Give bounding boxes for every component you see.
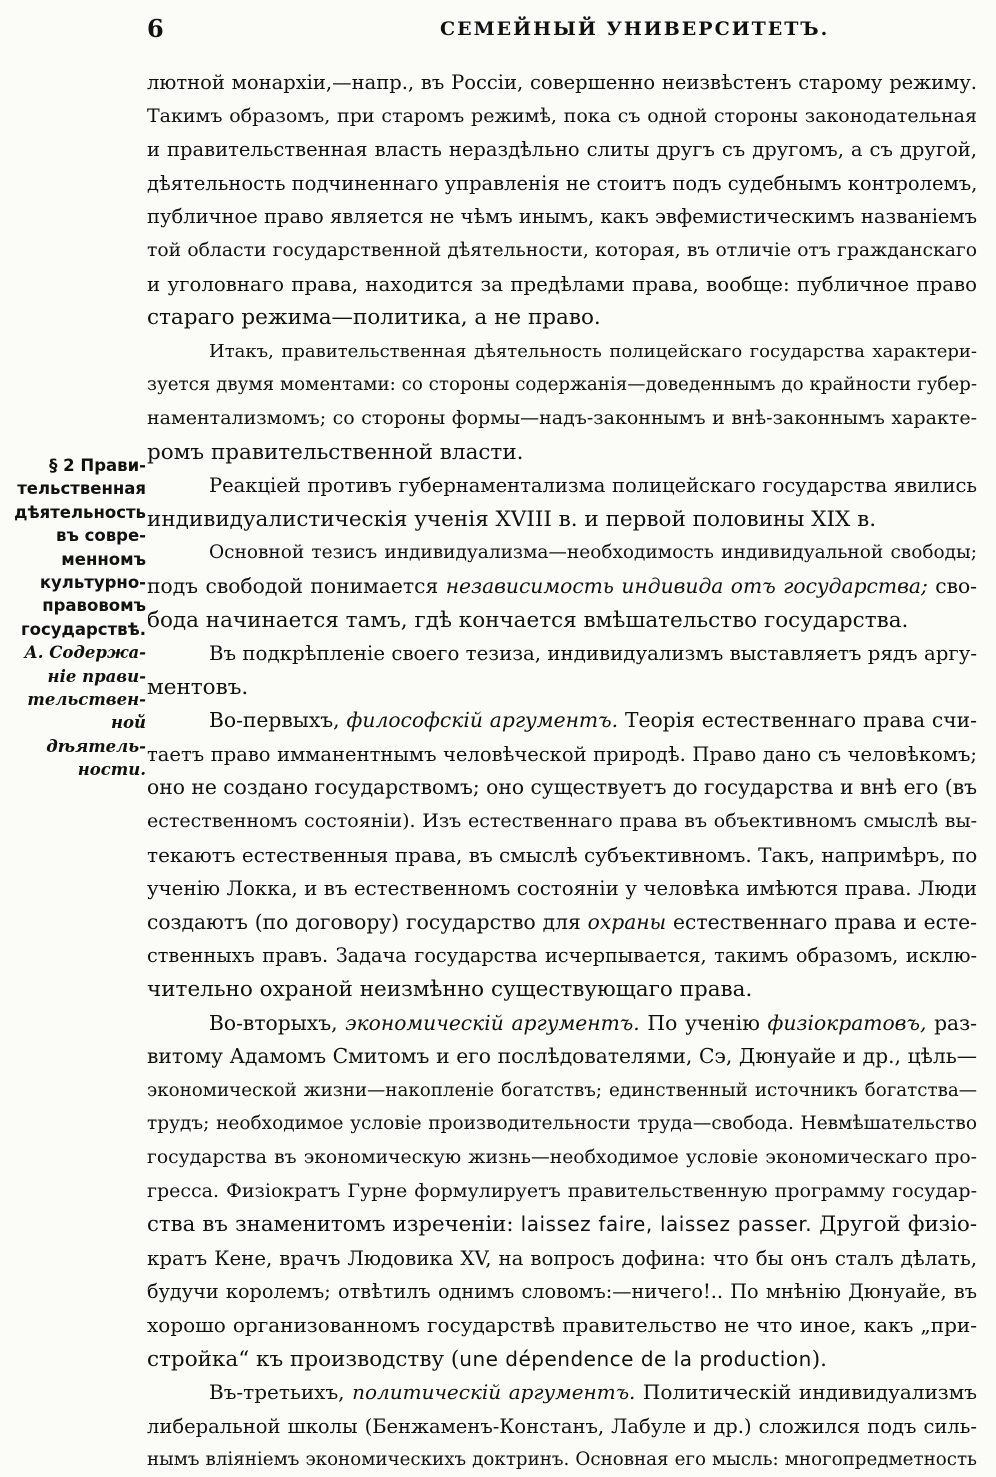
margin-note — [8, 454, 146, 782]
emphasis: политическій аргументъ. — [352, 1380, 636, 1405]
margin-heading: § 2 Прави- тельственная дѣятельность въ совре- менномъ культурно- правовомъ государствѣ. — [14, 456, 146, 639]
running-title: СЕМЕЙНЫЙ УНИВЕРСИТЕТЪ. — [440, 18, 830, 40]
margin-subheading: А. Содержа- ніе прави- тельствен- ной дѣятель- ности. — [24, 643, 146, 780]
emphasis: философскій аргументъ. — [346, 708, 619, 733]
french-phrase: une dépendence de la production — [459, 1346, 812, 1371]
page-number: 6 — [147, 14, 164, 43]
paragraph-1: лютной монархіи,—напр., въ Россіи, совершенно неизвѣстенъ старому режиму. Такимъ образомъ, при старомъ режимѣ, пока съ одной стороны законодательная и правительственная власть нераздѣльно слиты другъ съ другомъ, а съ другой, дѣятельность подчиненнаго управленія не стоитъ подъ судебнымъ контролемъ, публичное право является не чѣмъ инымъ, какъ эвфемистическимъ названіемъ той области государственной дѣятельности, которая, въ отличіе отъ гражданскаго и уголовнаго права, находится за предѣлами права, вообще: публичное право стараго режима—политика, а не право. — [147, 71, 978, 331]
page-header — [0, 14, 996, 50]
emphasis: экономическій аргументъ. — [345, 1010, 640, 1035]
paragraph-8: Въ-третьихъ, политическій аргументъ. Политическій индивидуализмъ либеральной школы (Бенжаменъ-Констанъ, Лабуле и др.) сложился подъ силь- нымъ вліяніемъ экономическихъ доктринъ. Основная его мысль: многопредметность — [147, 1380, 977, 1471]
paragraph-5: Въ подкрѣпленіе своего тезиза, индивидуализмъ выставляетъ рядъ аргу- ментовъ. — [147, 642, 977, 700]
paragraph-4: Основной тезисъ индивидуализма—необходимость индивидуальной свободы; подъ свободой понимается независимость индивида отъ государства; сво- бода начинается тамъ, гдѣ кончается вмѣшательство государства. — [147, 542, 977, 633]
paragraph-7: Во-вторыхъ, экономическій аргументъ. По ученію физіократовъ, раз- витому Адамомъ Смитомъ и его послѣдователями, Сэ, Дюнуайе и др., цѣль— экономической жизни—накопленіе богатствъ; единственный источникъ богатства— трудъ; необходимое условіе производительности труда—свобода. Невмѣшательство государства въ экономическую жизнь—необходимое условіе экономическаго про- гресса. Физіократъ Гурне формулируетъ правительственную программу государ- ства въ знаменитомъ изреченіи: laissez faire, laissez passer. Другой физіо- кратъ Кене, врачъ Людовика XV, на вопросъ дофина: что бы онъ сталъ дѣлать, будучи королемъ; отвѣтилъ однимъ словомъ:—ничего!.. По мнѣнію Дюнуайе, въ хорошо организованномъ государствѣ правительство не что иное, какъ „при- стройка“ къ производству (une dépendence de la production). — [147, 1010, 978, 1372]
paragraph-2: Итакъ, правительственная дѣятельность полицейскаго государства характери- зуется двумя моментами: со стороны содержанія—доведеннымъ до крайности губер- наментализмомъ; со стороны формы—надъ-законнымъ и внѣ-законнымъ характе- ромъ правительственной власти. — [147, 340, 977, 465]
emphasis: независимость индивида отъ государства; — [445, 573, 928, 598]
emphasis: физіократовъ, — [767, 1010, 927, 1035]
paragraph-3: Реакціей противъ губернаментализма полицейскаго государства явились индивидуалистическія ученія XVIII в. и первой половины XIX в. — [147, 474, 977, 532]
paragraph-6: Во-первыхъ, философскій аргументъ. Теорія естественнаго права счи- таетъ право имманентнымъ человѣческой природѣ. Право дано съ человѣкомъ; оно не создано государствомъ; оно существуетъ до государства и внѣ его (въ естественномъ состояніи). Изъ естественнаго права въ объективномъ смыслѣ вы- текаютъ естественныя права, въ смыслѣ субъективномъ. Такъ, напримѣръ, по ученію Локка, и въ естественномъ состояніи у человѣка имѣются права. Люди создаютъ (по договору) государство для охраны естественнаго права и есте- ственныхъ правъ. Задача государства исчерпывается, такимъ образомъ, исклю- чительно охраной неизмѣнно существующаго права. — [147, 708, 978, 1003]
french-phrase: laissez faire, laissez passer. — [520, 1212, 813, 1237]
emphasis: охраны — [587, 909, 667, 934]
main-text — [147, 66, 977, 1477]
